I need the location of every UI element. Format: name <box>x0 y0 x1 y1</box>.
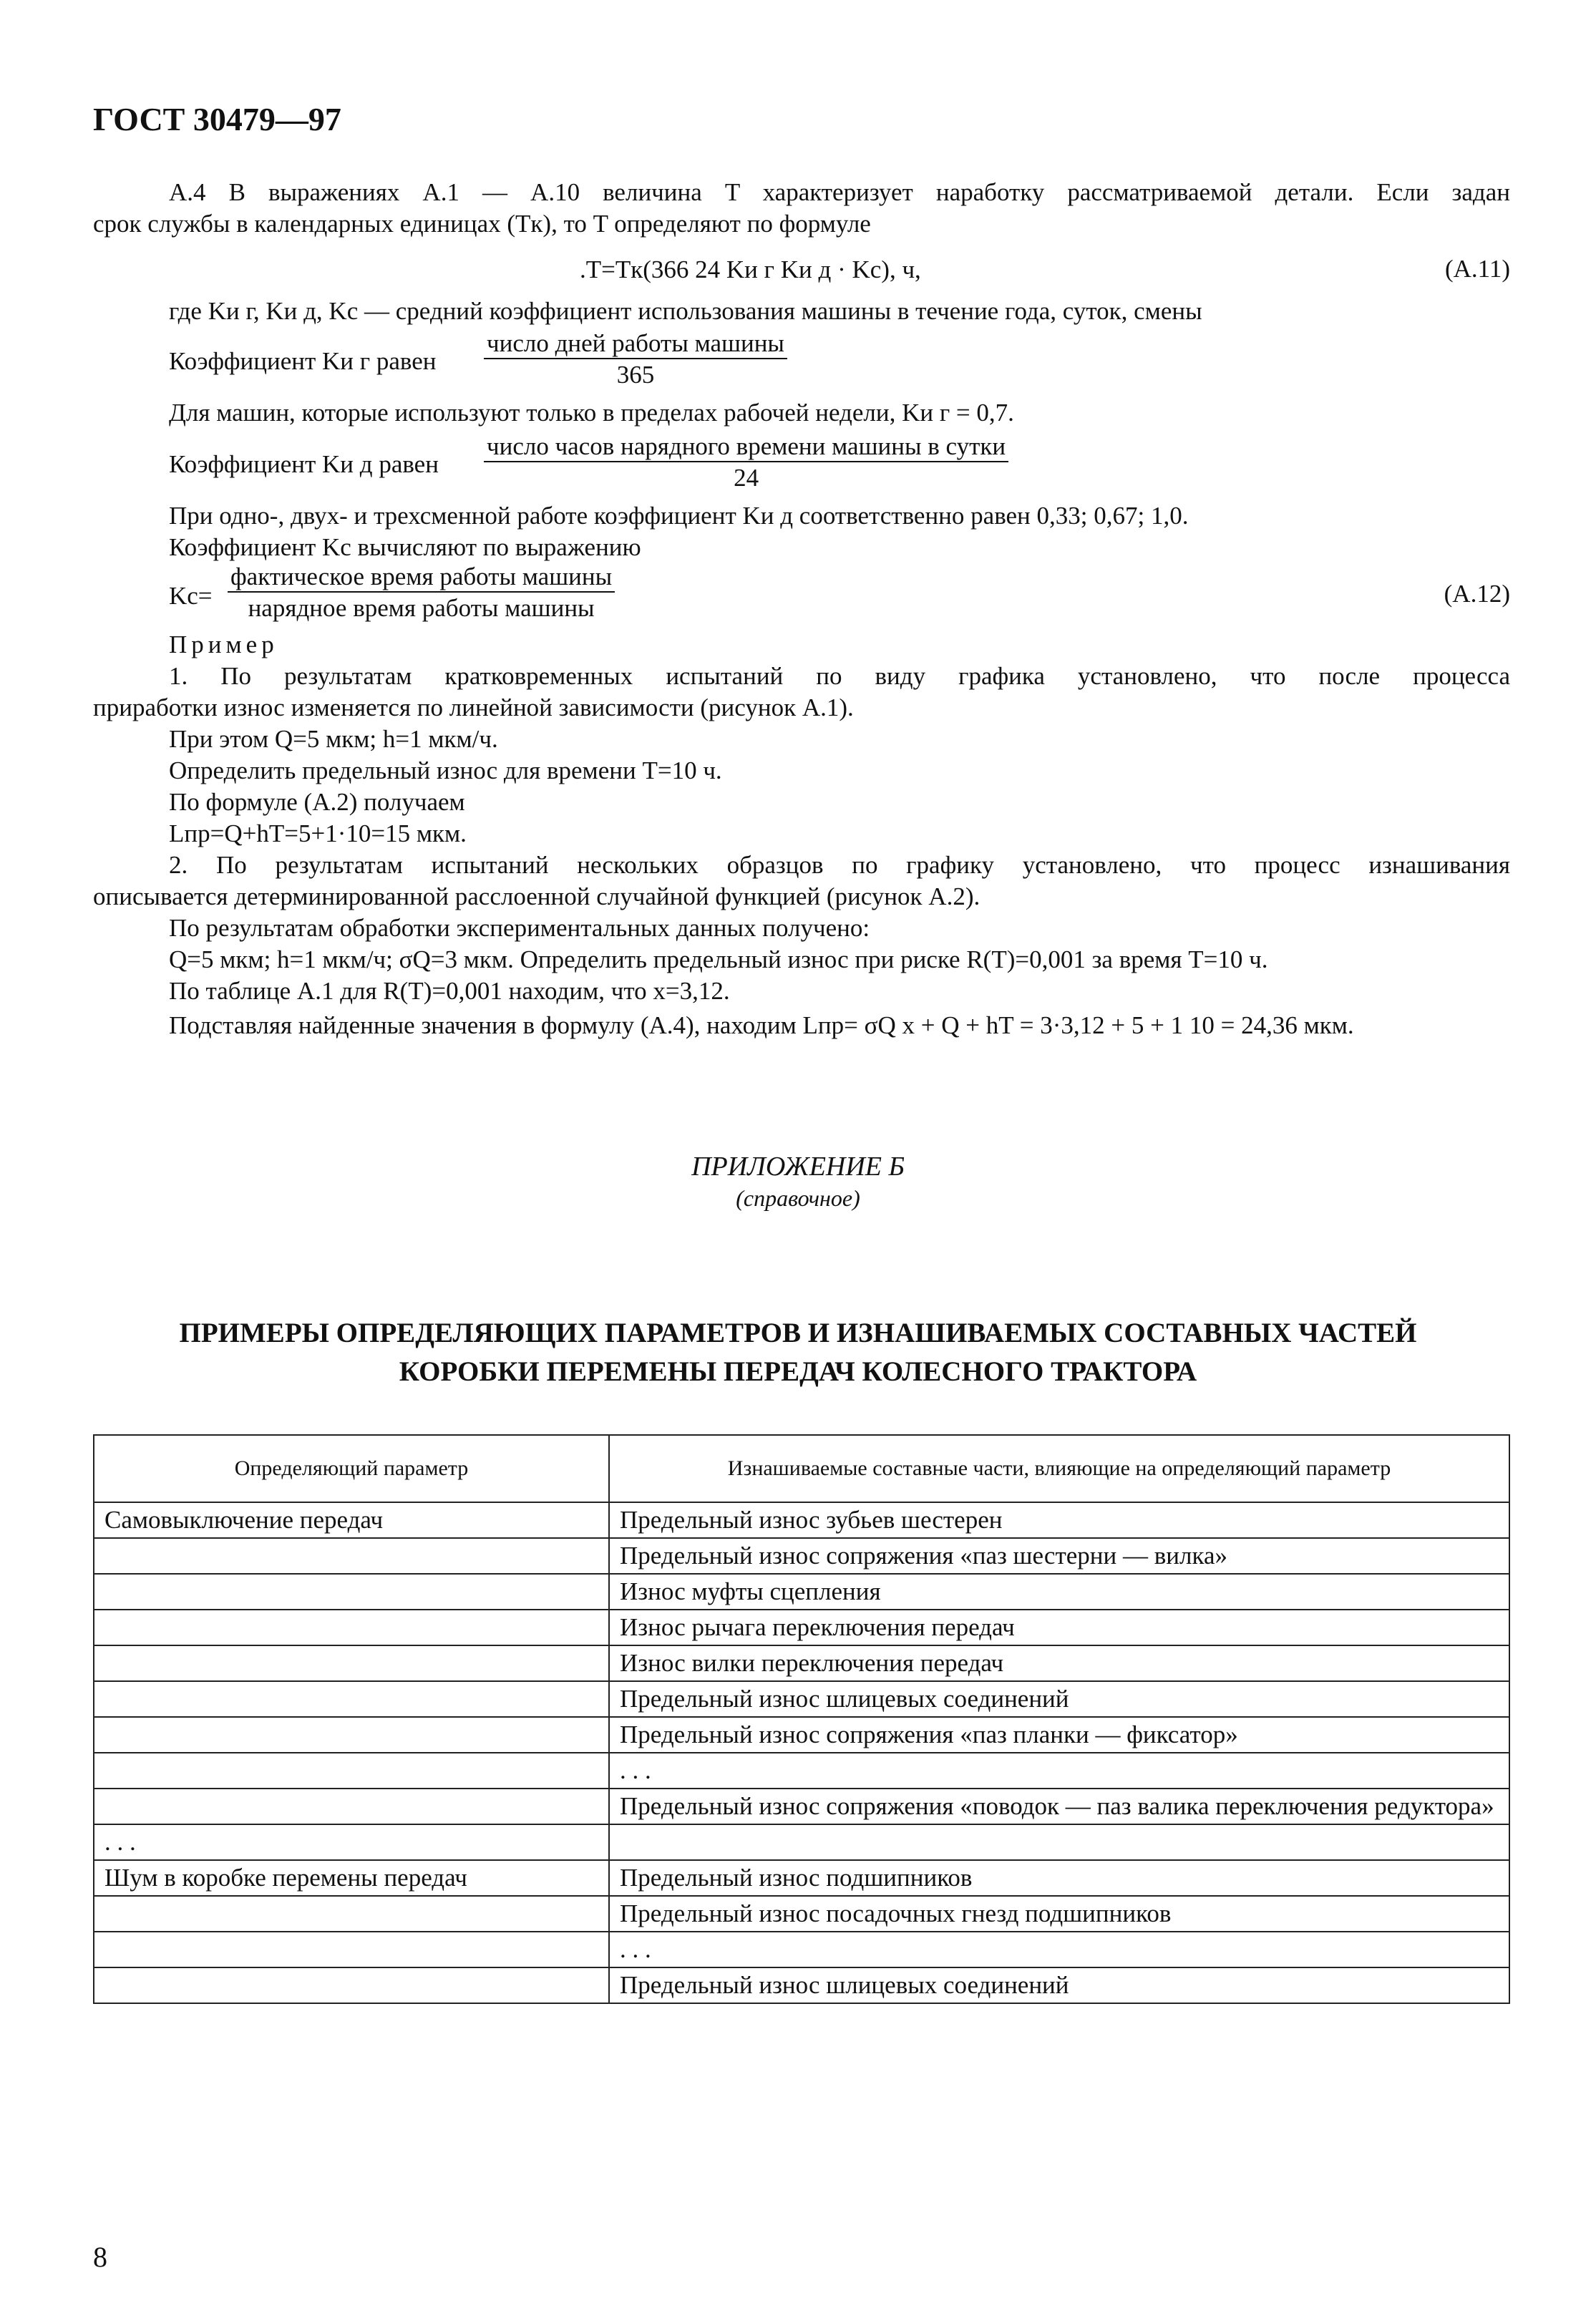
table-cell <box>94 1681 609 1717</box>
table-cell: Предельный износ сопряжения «паз шестерни — вилка» <box>609 1538 1509 1574</box>
paragraph-line: А.4 В выражениях А.1 — А.10 величина T характеризует наработку рассматриваемой детали. Если задан <box>169 178 1510 206</box>
paragraph-line: При этом Q=5 мкм; h=1 мкм/ч. <box>169 725 498 753</box>
table-row <box>94 1789 1509 1824</box>
paragraph-line: описывается детерминированной расслоенной случайной функцией (рисунок А.2). <box>93 882 981 910</box>
table-row <box>94 1610 1509 1645</box>
table-cell <box>94 1717 609 1753</box>
table-cell <box>94 1574 609 1610</box>
fraction-numerator: фактическое время работы машины <box>228 563 615 593</box>
table-row <box>94 1645 1509 1681</box>
table-row <box>94 1502 1509 1538</box>
column-header: Изнашиваемые составные части, влияющие на определяющий параметр <box>609 1435 1509 1502</box>
fraction-label: Коэффициент Kи д равен <box>169 450 439 478</box>
parts-table <box>93 1434 1510 2004</box>
table-row <box>94 1538 1509 1574</box>
fraction <box>484 432 1008 492</box>
paragraph-line: Для машин, которые используют только в пределах рабочей недели, Kи г = 0,7. <box>169 399 1014 427</box>
table-cell: Предельный износ посадочных гнезд подшипников <box>609 1896 1509 1932</box>
fraction-numerator: число часов нарядного времени машины в сутки <box>484 432 1008 462</box>
table-row <box>94 1824 1509 1860</box>
fraction-denominator: 24 <box>734 464 759 492</box>
paragraph-line: где Kи г, Kи д, Kс — средний коэффициент использования машины в течение года, суток, смены <box>169 297 1202 325</box>
column-header: Определяющий параметр <box>94 1435 609 1502</box>
formula-number: (А.11) <box>1444 255 1510 283</box>
fraction <box>228 563 615 623</box>
table-row <box>94 1717 1509 1753</box>
table-cell: Предельный износ шлицевых соединений <box>609 1967 1509 2003</box>
paragraph-line: При одно-, двух- и трехсменной работе коэффициент Kи д соответственно равен 0,33; 0,67; 1,0. <box>169 502 1189 530</box>
paragraph-line: Определить предельный износ для времени T=10 ч. <box>169 756 722 784</box>
table-cell: . . . <box>94 1824 609 1860</box>
table-cell <box>94 1967 609 2003</box>
fraction-denominator: нарядное время работы машины <box>248 594 595 622</box>
table-row <box>94 1967 1509 2003</box>
fraction-denominator: 365 <box>616 361 655 389</box>
table-cell: Предельный износ подшипников <box>609 1860 1509 1896</box>
example-label: Пример <box>169 631 278 658</box>
table-row <box>94 1681 1509 1717</box>
table-cell <box>94 1753 609 1789</box>
appendix-title: ПРИЛОЖЕНИЕ Б <box>691 1152 905 1182</box>
formula-a11: .T=Tк(366 24 Kи г Kи д · Kс), ч, <box>580 256 921 283</box>
table-cell <box>94 1645 609 1681</box>
table-cell <box>94 1538 609 1574</box>
table-cell: . . . <box>609 1932 1509 1967</box>
table-cell: Самовыключение передач <box>94 1502 609 1538</box>
paragraph-line: По результатам обработки экспериментальных данных получено: <box>169 914 870 942</box>
table-cell: Износ рычага переключения передач <box>609 1610 1509 1645</box>
paragraph-line: По формуле (А.2) получаем <box>169 788 465 816</box>
paragraph-line: Коэффициент Kс вычисляют по выражению <box>169 533 641 561</box>
table-row <box>94 1574 1509 1610</box>
table-row <box>94 1896 1509 1932</box>
fraction-numerator: число дней работы машины <box>484 329 787 359</box>
table-cell <box>94 1896 609 1932</box>
table-cell: . . . <box>609 1753 1509 1789</box>
paragraph-line: 2. По результатам испытаний нескольких образцов по графику установлено, что процесс изнашивания <box>169 851 1510 879</box>
standard-number: ГОСТ 30479—97 <box>93 101 341 137</box>
paragraph-line: Подставляя найденные значения в формулу (А.4), находим Lпр= σQ x + Q + hT = 3·3,12 + 5 + 1 10 = 24,36 мкм. <box>169 1011 1354 1039</box>
table-header-row <box>94 1435 1509 1502</box>
table-row <box>94 1860 1509 1896</box>
paragraph-line: Lпр=Q+hT=5+1·10=15 мкм. <box>169 819 467 847</box>
paragraph-line: срок службы в календарных единицах (Tк), то T определяют по формуле <box>93 210 871 238</box>
table-cell: Предельный износ зубьев шестерен <box>609 1502 1509 1538</box>
table-row <box>94 1753 1509 1789</box>
table-cell <box>94 1610 609 1645</box>
fraction <box>484 329 787 389</box>
table-cell <box>94 1789 609 1824</box>
table-row <box>94 1932 1509 1967</box>
table-cell <box>94 1932 609 1967</box>
table-cell: Предельный износ шлицевых соединений <box>609 1681 1509 1717</box>
fraction-label: Коэффициент Kи г равен <box>169 347 437 375</box>
table-cell <box>609 1824 1509 1860</box>
table-heading: КОРОБКИ ПЕРЕМЕНЫ ПЕРЕДАЧ КОЛЕСНОГО ТРАКТОРА <box>399 1356 1197 1387</box>
table-cell: Предельный износ сопряжения «поводок — паз валика переключения редуктора» <box>609 1789 1509 1824</box>
paragraph-line: 1. По результатам кратковременных испытаний по виду графика установлено, что после процесса <box>169 662 1510 690</box>
table-cell: Износ вилки переключения передач <box>609 1645 1509 1681</box>
paragraph-line: По таблице А.1 для R(T)=0,001 находим, что x=3,12. <box>169 977 730 1005</box>
table-cell: Предельный износ сопряжения «паз планки — фиксатор» <box>609 1717 1509 1753</box>
formula-number: (А.12) <box>1444 580 1510 608</box>
table-heading: ПРИМЕРЫ ОПРЕДЕЛЯЮЩИХ ПАРАМЕТРОВ И ИЗНАШИВАЕМЫХ СОСТАВНЫХ ЧАСТЕЙ <box>179 1318 1417 1348</box>
paragraph-line: приработки износ изменяется по линейной зависимости (рисунок А.1). <box>93 694 854 721</box>
table-cell: Износ муфты сцепления <box>609 1574 1509 1610</box>
page-number: 8 <box>93 2241 107 2273</box>
paragraph-line: Q=5 мкм; h=1 мкм/ч; σQ=3 мкм. Определить предельный износ при риске R(T)=0,001 за время T=10 ч. <box>169 945 1268 973</box>
table-cell: Шум в коробке перемены передач <box>94 1860 609 1896</box>
fraction-label: Kс= <box>169 582 213 610</box>
appendix-subtitle: (справочное) <box>736 1185 860 1211</box>
